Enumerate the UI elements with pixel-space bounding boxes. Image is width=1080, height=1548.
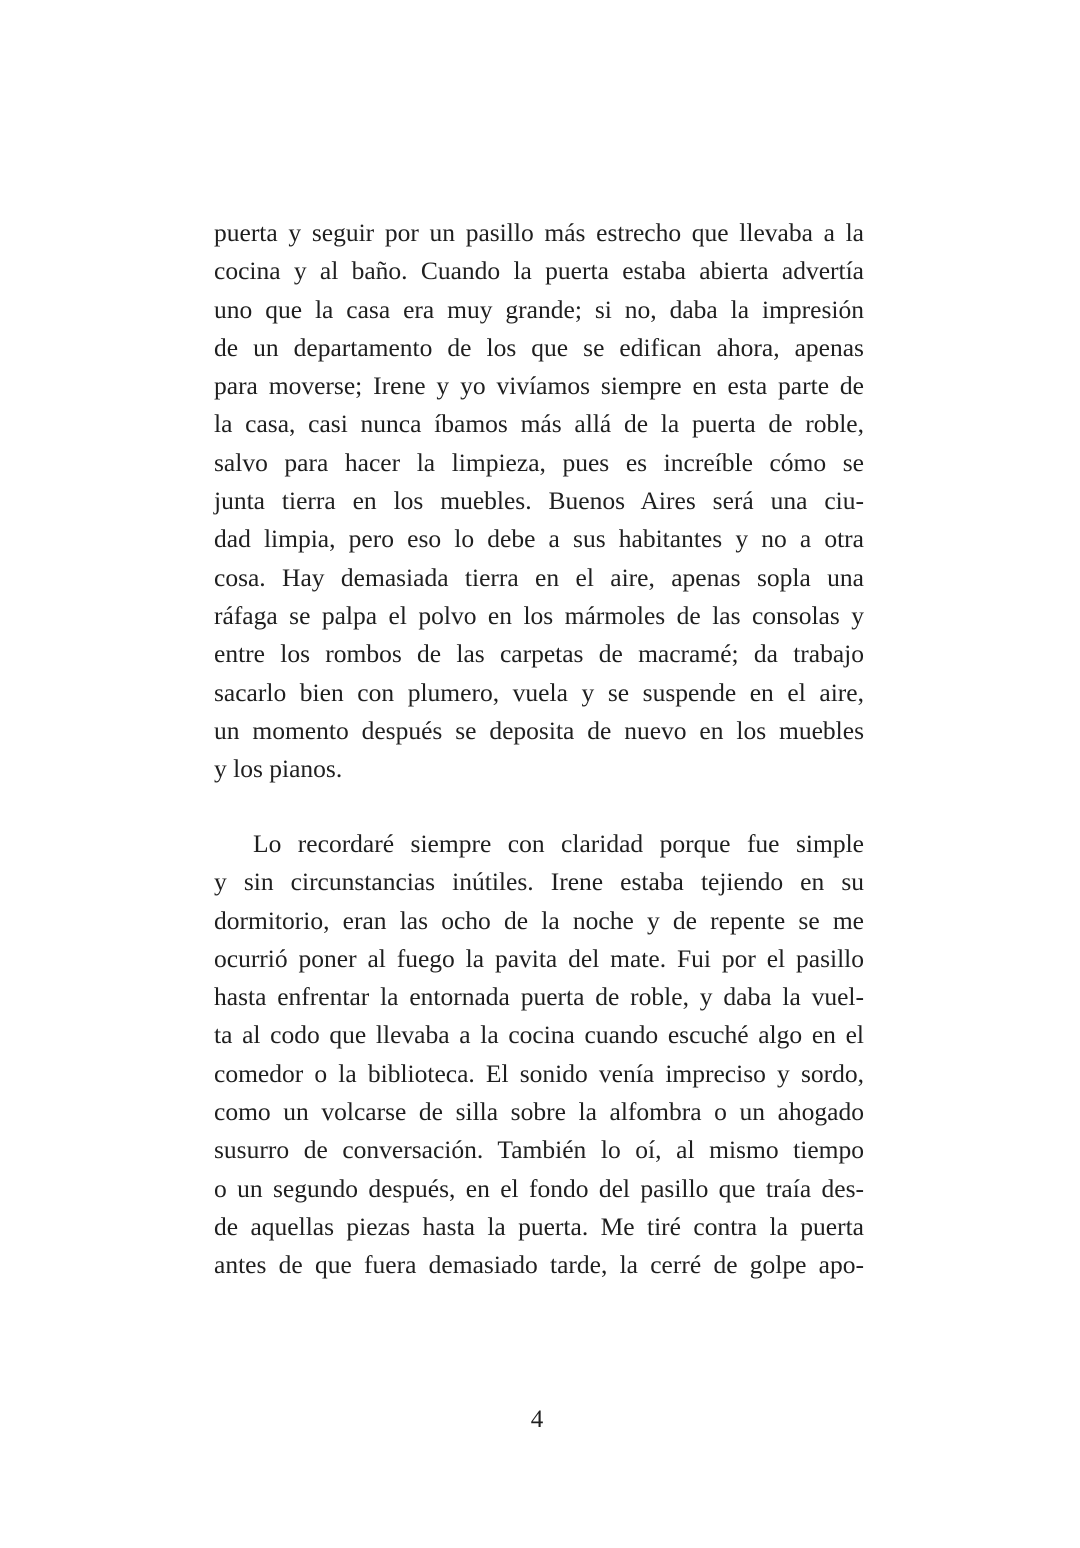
- text-line: comedor o la biblioteca. El sonido venía impreciso y sordo,: [214, 1058, 864, 1088]
- text-line: susurro de conversación. También lo oí, al mismo tiempo: [214, 1135, 864, 1165]
- text-line: cocina y al baño. Cuando la puerta estaba abierta advertía: [214, 256, 864, 286]
- text-line: o un segundo después, en el fondo del pasillo que traía des-: [214, 1173, 864, 1203]
- text-line: entre los rombos de las carpetas de macramé; da trabajo: [214, 639, 864, 669]
- text-line: como un volcarse de silla sobre la alfombra o un ahogado: [214, 1097, 864, 1127]
- text-line: salvo para hacer la limpieza, pues es increíble cómo se: [214, 447, 864, 477]
- text-line: Lo recordaré siempre con claridad porque fue simple: [253, 829, 864, 858]
- text-line: puerta y seguir por un pasillo más estrecho que llevaba a la: [214, 218, 864, 247]
- text-line: cosa. Hay demasiada tierra en el aire, apenas sopla una: [214, 562, 864, 592]
- text-line: ráfaga se palpa el polvo en los mármoles de las consolas y: [214, 600, 864, 630]
- text-line: y los pianos.: [214, 754, 343, 784]
- text-line: dad limpia, pero eso lo debe a sus habitantes y no a otra: [214, 524, 864, 554]
- text-line: uno que la casa era muy grande; si no, daba la impresión: [214, 294, 864, 324]
- page-number: 4: [530, 1406, 544, 1433]
- paragraph-1: [214, 214, 864, 788]
- text-line: de un departamento de los que se edifican ahora, apenas: [214, 332, 864, 362]
- text-line: para moverse; Irene y yo vivíamos siempre en esta parte de: [214, 371, 864, 401]
- text-line: dormitorio, eran las ocho de la noche y de repente se me: [214, 905, 864, 935]
- text-line: junta tierra en los muebles. Buenos Aires será una ciu-: [214, 486, 864, 516]
- text-line: sacarlo bien con plumero, vuela y se suspende en el aire,: [214, 677, 864, 707]
- paragraph-2: [214, 825, 864, 1285]
- text-line: un momento después se deposita de nuevo en los muebles: [214, 715, 864, 745]
- text-line: antes de que fuera demasiado tarde, la cerré de golpe apo-: [214, 1250, 864, 1280]
- text-line: ta al codo que llevaba a la cocina cuando escuché algo en el: [214, 1020, 864, 1050]
- text-line: hasta enfrentar la entornada puerta de roble, y daba la vuel-: [214, 982, 864, 1012]
- text-line: la casa, casi nunca íbamos más allá de la puerta de roble,: [214, 409, 864, 439]
- text-line: y sin circunstancias inútiles. Irene estaba tejiendo en su: [214, 867, 864, 897]
- text-line: de aquellas piezas hasta la puerta. Me tiré contra la puerta: [214, 1211, 864, 1241]
- text-line: ocurrió poner al fuego la pavita del mate. Fui por el pasillo: [214, 943, 864, 973]
